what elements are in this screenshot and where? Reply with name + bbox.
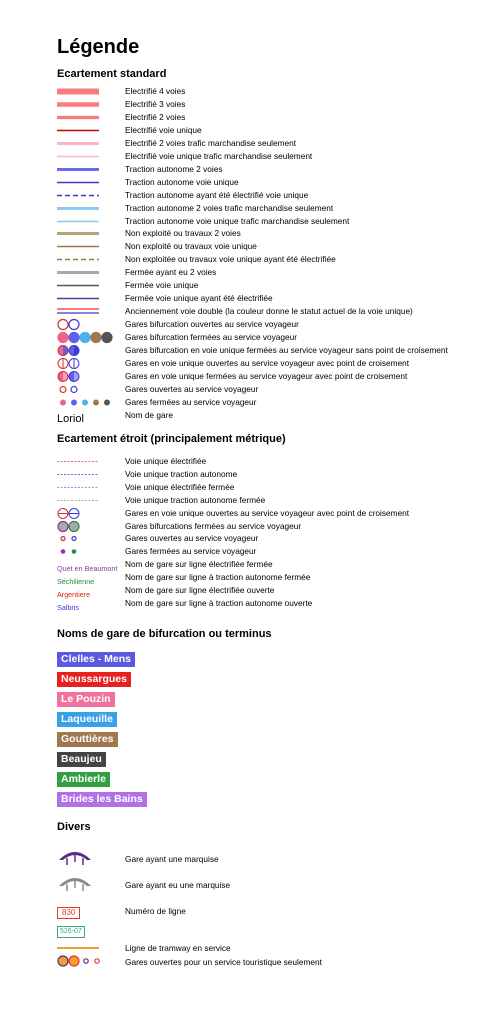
legend-label: Gares bifurcation en voie unique fermées au service voyageur sans point de croisement	[125, 345, 448, 355]
legend-row-diesel-single	[57, 176, 487, 189]
legend-symbol	[57, 163, 101, 176]
legend-label: Voie unique traction autonome	[125, 468, 238, 479]
legend-symbol	[57, 202, 101, 215]
legend-symbol	[57, 520, 101, 533]
legend-label: Electrifié voie unique trafic marchandise seulement	[125, 150, 313, 161]
section-badges-heading: Noms de gare de bifurcation ou terminus	[57, 628, 272, 640]
legend-row-unused-single	[57, 240, 487, 253]
marquise-old-icon	[57, 872, 93, 892]
narrow-row-stations-open	[57, 532, 487, 545]
legend-label: Traction autonome ayant été électrifié voie unique	[125, 189, 309, 200]
legend-label: Electrifié voie unique	[125, 124, 202, 135]
legend-label: Gares ouvertes au service voyageur	[125, 383, 259, 394]
legend-label: Nom de gare sur ligne à traction autonome ouverte	[125, 597, 313, 608]
line-number-a: 830	[57, 907, 80, 919]
legend-label: Voie unique électrifiée fermée	[125, 481, 235, 492]
legend-symbol	[57, 215, 101, 228]
narrow-row-name-diesel-closed	[57, 571, 487, 587]
legend-symbol	[57, 331, 101, 344]
line-number-b: 526-07	[57, 926, 85, 938]
station-badge: Ambierle	[57, 772, 110, 787]
station-badge: Brides les Bains	[57, 792, 147, 807]
legend-symbol	[57, 597, 101, 610]
legend-label: Electrifié 2 voies trafic marchandise seulement	[125, 137, 297, 148]
legend-row-electrified-3-track	[57, 98, 487, 111]
legend-label: Electrifié 3 voies	[125, 98, 186, 109]
legend-symbol	[57, 253, 101, 266]
section-standard-heading: Ecartement standard	[57, 68, 167, 80]
legend-symbol	[57, 383, 101, 396]
legend-row-electrified-2-track	[57, 111, 487, 124]
legend-row-single-open-crossing	[57, 357, 487, 370]
legend-label: Gares bifurcation ouvertes au service voyageur	[125, 319, 299, 330]
legend-symbol	[57, 545, 101, 558]
legend-symbol	[57, 409, 101, 425]
narrow-row-stations-closed	[57, 545, 487, 558]
legend-row-electrified-2-freight	[57, 137, 487, 150]
legend-symbol	[57, 279, 101, 292]
legend-label: Traction autonome 2 voies trafic marchandise seulement	[125, 202, 334, 213]
legend-label: Gares en voie unique ouvertes au service voyageur avec point de croisement	[125, 357, 410, 368]
narrow-row-name-electric-open	[57, 584, 487, 597]
legend-symbol	[57, 357, 101, 370]
legend-label: Traction autonome 2 voies	[125, 163, 223, 174]
legend-label: Fermée voie unique	[125, 280, 199, 291]
station-badge: Le Pouzin	[57, 692, 115, 707]
section-misc-heading: Divers	[57, 821, 91, 833]
legend-symbol	[57, 481, 101, 494]
legend-symbol	[57, 396, 101, 409]
legend-label: Non exploité ou travaux 2 voies	[125, 228, 241, 239]
legend-row-diesel-2-freight	[57, 202, 487, 215]
legend-label: Traction autonome voie unique	[125, 176, 239, 187]
narrow-row-single-open-crossing	[57, 507, 487, 520]
line-number-label: Numéro de ligne	[125, 906, 186, 916]
legend-symbol	[57, 124, 101, 137]
legend-symbol	[57, 370, 101, 383]
legend-label: Anciennement voie double (la couleur donne le statut actuel de la voie unique)	[125, 306, 413, 317]
legend-symbol	[57, 558, 118, 574]
legend-symbol	[57, 240, 101, 253]
narrow-row-single-diesel-closed	[57, 494, 487, 507]
legend-symbol	[57, 344, 101, 357]
legend-row-formerly-double	[57, 305, 487, 318]
legend-label: Gares bifurcation fermées au service voyageur	[125, 332, 298, 343]
line-number-box	[57, 902, 85, 938]
narrow-row-single-diesel	[57, 468, 487, 481]
legend-row-station-name	[57, 409, 487, 425]
legend-row-diesel-formerly-electrified	[57, 189, 487, 202]
legend-row-closed-2-track	[57, 266, 487, 279]
narrow-row-junction-closed	[57, 520, 487, 533]
legend-label: Electrifié 2 voies	[125, 111, 186, 122]
station-badge: Beaujeu	[57, 752, 106, 767]
legend-symbol	[57, 137, 101, 150]
legend-symbol	[57, 189, 101, 202]
legend-label: Non exploité ou travaux voie unique	[125, 241, 257, 252]
legend-symbol	[57, 150, 101, 163]
legend-row-single-closed-crossing	[57, 370, 487, 383]
legend-symbol	[57, 85, 101, 98]
tram-label: Ligne de tramway en service	[125, 943, 231, 953]
legend-row-junction-closed	[57, 331, 487, 344]
station-name-sample: Loriol	[57, 412, 84, 425]
legend-symbol	[57, 455, 101, 468]
narrow-row-single-electric-closed	[57, 481, 487, 494]
legend-symbol	[57, 111, 101, 124]
legend-symbol	[57, 305, 101, 318]
station-badge: Neussargues	[57, 672, 131, 687]
legend-row-stations-open	[57, 383, 487, 396]
legend-label: Non exploitée ou travaux voie unique ayant été électrifiée	[125, 254, 336, 265]
legend-symbol	[57, 494, 101, 507]
legend-symbol	[57, 176, 101, 189]
legend-label: Traction autonome voie unique trafic marchandise seulement	[125, 215, 350, 226]
legend-symbol	[57, 571, 101, 587]
legend-row-electrified-4-track	[57, 85, 487, 98]
station-badge: Clelles - Mens	[57, 652, 135, 667]
legend-row-diesel-2-track	[57, 163, 487, 176]
legend-label: Gares en voie unique ouvertes au service voyageur avec point de croisement	[125, 507, 410, 518]
legend-symbol	[57, 292, 101, 305]
legend-label: Nom de gare sur ligne à traction autonome fermée	[125, 572, 311, 583]
legend-label: Voie unique traction autonome fermée	[125, 494, 266, 505]
legend-symbol	[57, 318, 101, 331]
legend-row-closed-formerly-electrified	[57, 292, 487, 305]
narrow-row-single-electric	[57, 455, 487, 468]
legend-symbol	[57, 468, 101, 481]
legend-label: Electrifié 4 voies	[125, 86, 186, 96]
legend-label: Nom de gare	[125, 409, 173, 420]
legend-symbol	[57, 532, 101, 545]
legend-row-electrified-single	[57, 124, 487, 137]
legend-row-diesel-single-freight	[57, 215, 487, 228]
legend-row-unused-2-track	[57, 227, 487, 240]
legend-symbol	[57, 507, 101, 520]
legend-row-unused-formerly-electrified	[57, 253, 487, 266]
legend-row-stations-closed	[57, 396, 487, 409]
tourist-label: Gares ouvertes pour un service touristique seulement	[125, 957, 322, 967]
legend-symbol	[57, 584, 101, 597]
legend-label: Gares ouvertes au service voyageur	[125, 533, 259, 544]
tourist-stations-icon	[57, 955, 107, 967]
narrow-row-name-electric-closed	[57, 558, 487, 574]
tram-line-symbol	[57, 947, 99, 949]
legend-row-electrified-single-freight	[57, 150, 487, 163]
legend-row-junction-open	[57, 318, 487, 331]
legend-title: Légende	[57, 36, 140, 58]
legend-label: Nom de gare sur ligne électrifiée fermée	[125, 559, 273, 570]
legend-label: Gares bifurcations fermées au service voyageur	[125, 520, 302, 531]
marquise-old-label: Gare ayant eu une marquise	[125, 880, 231, 890]
station-badge: Gouttières	[57, 732, 118, 747]
legend-symbol	[57, 98, 101, 111]
legend-symbol	[57, 266, 101, 279]
marquise-label: Gare ayant une marquise	[125, 854, 219, 864]
legend-label: Gares fermées au service voyageur	[125, 546, 257, 557]
legend-symbol	[57, 227, 101, 240]
narrow-station-sample: Quet en Beaumont	[57, 564, 118, 574]
legend-label: Gares en voie unique fermées au service voyageur avec point de croisement	[125, 370, 408, 381]
legend-label: Nom de gare sur ligne électrifiée ouverte	[125, 585, 275, 595]
marquise-icon	[57, 846, 93, 866]
legend-label: Voie unique électrifiée	[125, 456, 207, 466]
legend-label: Gares fermées au service voyageur	[125, 396, 257, 407]
legend-row-closed-single	[57, 279, 487, 292]
section-narrow-heading: Ecartement étroit (principalement métrique)	[57, 433, 286, 445]
legend-label: Fermée ayant eu 2 voies	[125, 267, 217, 278]
legend-row-junction-single-closed-no-crossing	[57, 344, 487, 357]
narrow-station-sample: Argentiere	[57, 590, 91, 599]
station-badge: Laqueuille	[57, 712, 117, 727]
legend-label: Fermée voie unique ayant été électrifiée	[125, 293, 273, 304]
narrow-station-sample: Salbris	[57, 602, 79, 612]
narrow-station-sample: Séchilienne	[57, 577, 95, 587]
narrow-row-name-diesel-open	[57, 597, 487, 610]
